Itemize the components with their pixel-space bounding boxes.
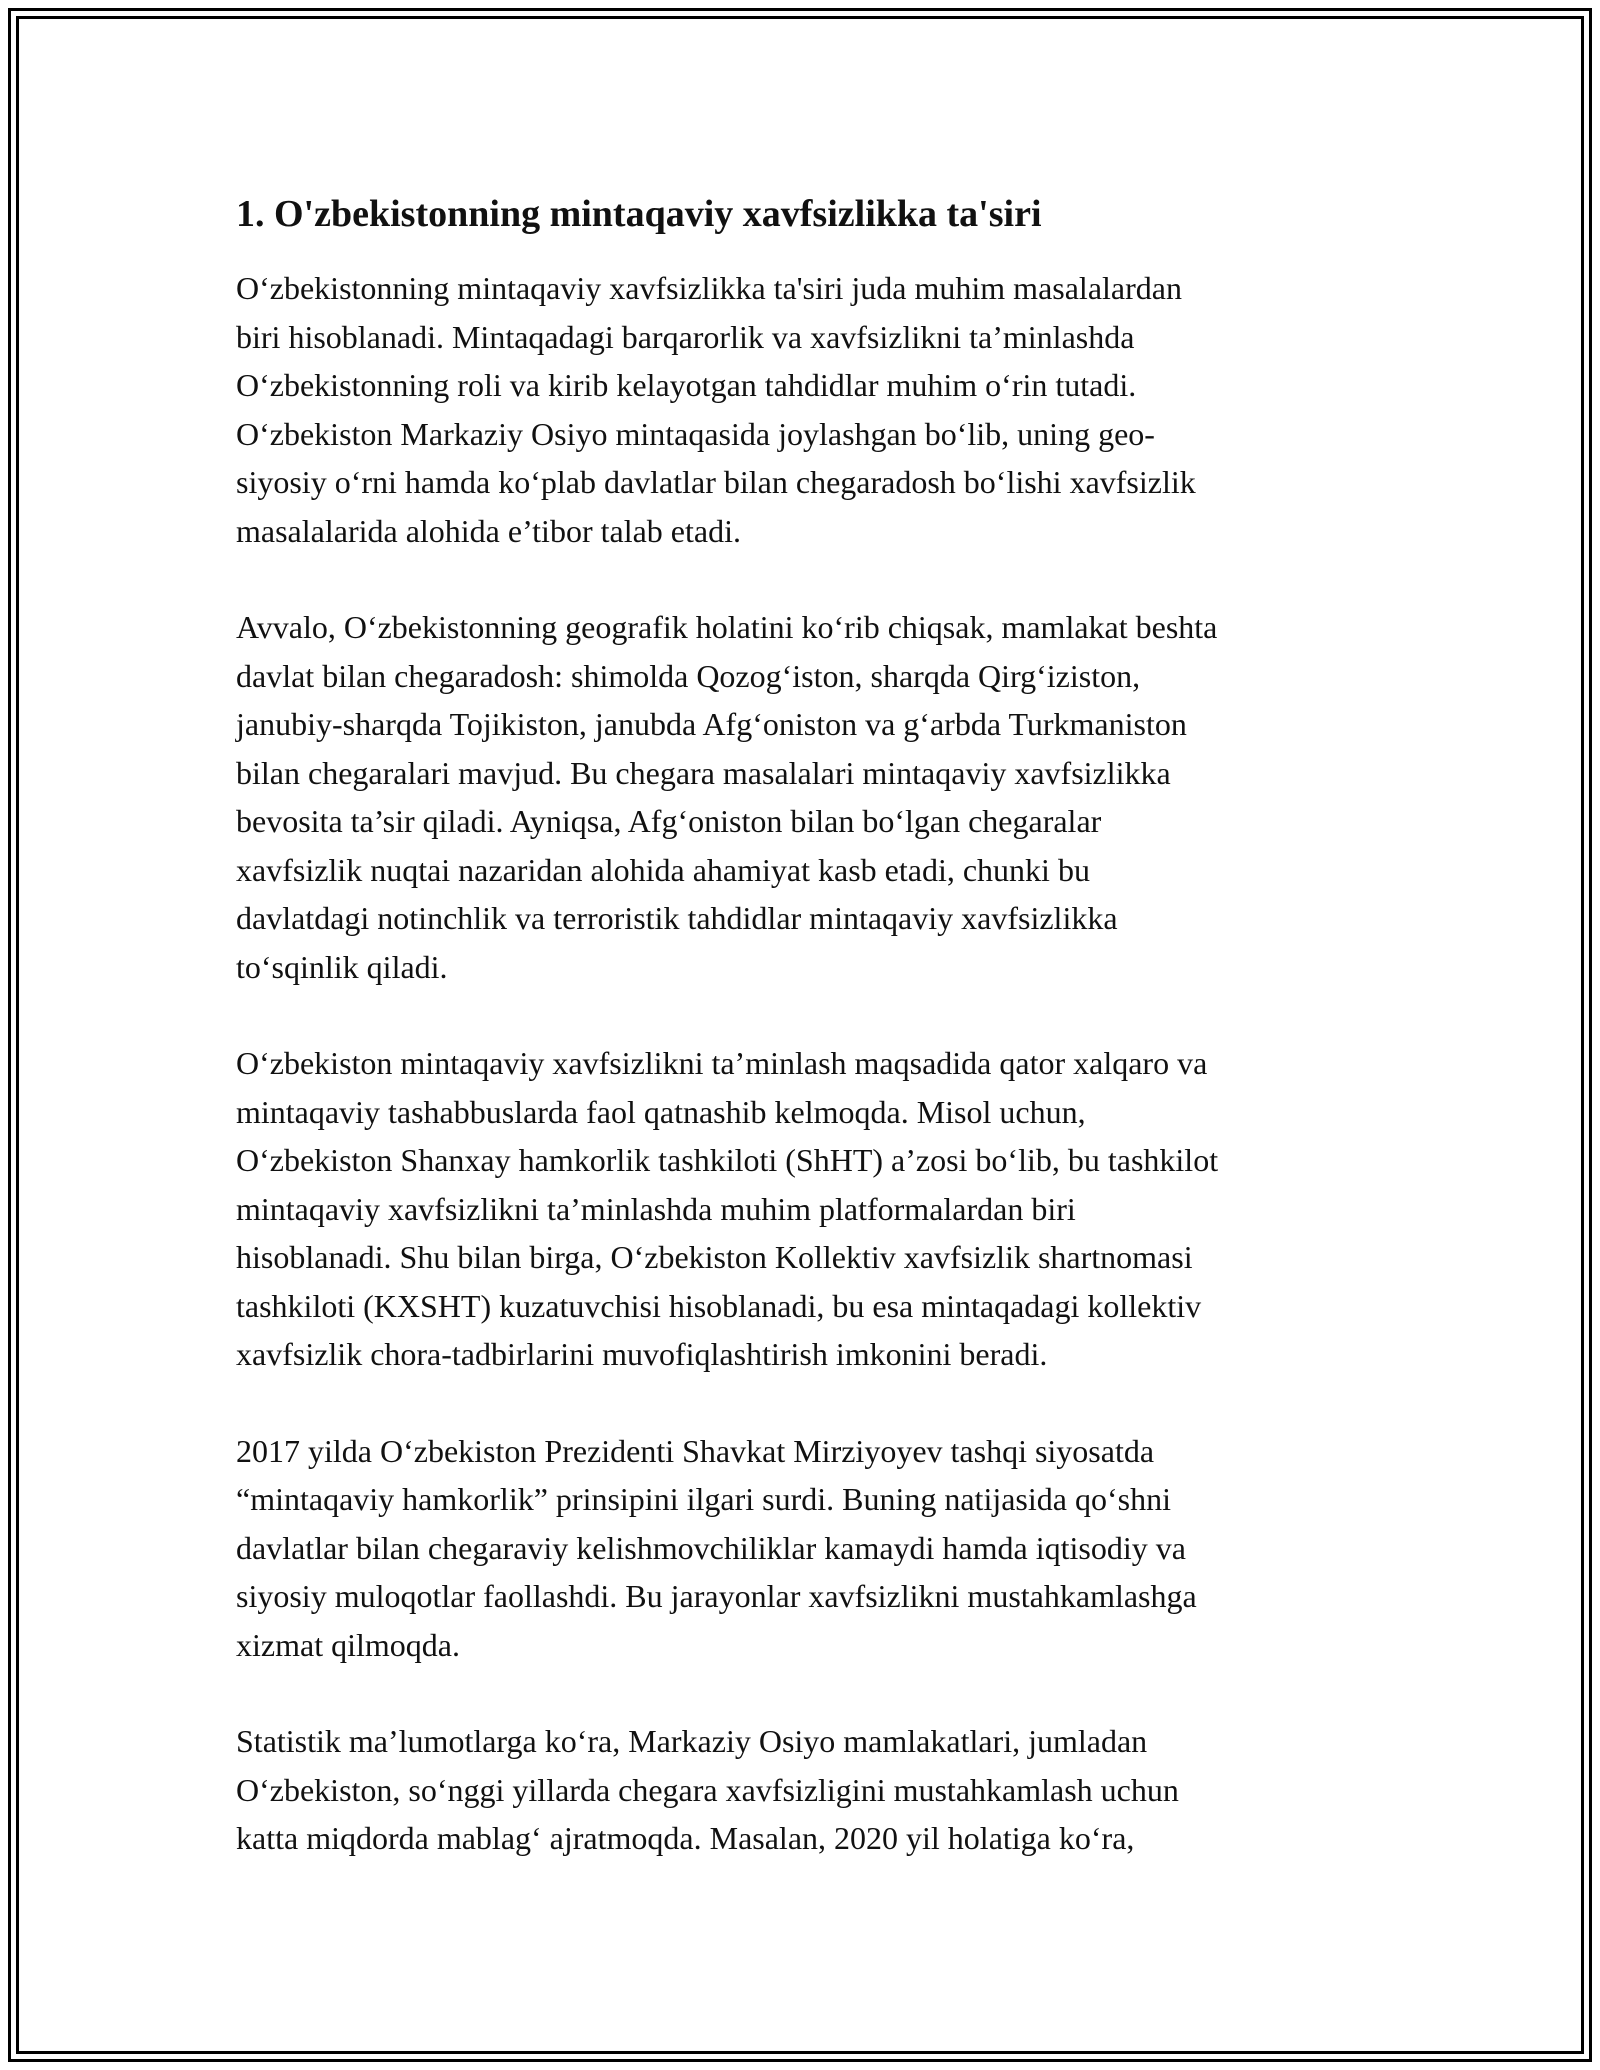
section-heading: 1. O'zbekistonning mintaqaviy xavfsizlikka ta'siri (236, 193, 1042, 235)
text-line: davlatlar bilan chegaraviy kelishmovchiliklar kamaydi hamda iqtisodiy va (236, 1529, 1186, 1566)
text-line: O‘zbekiston mintaqaviy xavfsizlikni ta’minlash maqsadida qator xalqaro va (236, 1045, 1208, 1081)
text-line: xavfsizlik chora-tadbirlarini muvofiqlashtirish imkonini beradi. (236, 1336, 1048, 1372)
paragraph (236, 264, 1376, 555)
paragraph (236, 1717, 1376, 1863)
text-line: xizmat qilmoqda. (236, 1626, 460, 1663)
text-line: Avvalo, O‘zbekistonning geografik holatini ko‘rib chiqsak, mamlakat beshta (236, 609, 1218, 645)
text-line: O‘zbekistonning mintaqaviy xavfsizlikka ta'siri juda muhim masalalardan (236, 270, 1182, 306)
text-line: masalalarida alohida e’tibor talab etadi. (236, 512, 741, 549)
text-line: davlatdagi notinchlik va terroristik tahdidlar mintaqaviy xavfsizlikka (236, 900, 1118, 936)
text-line: O‘zbekiston Shanxay hamkorlik tashkiloti (ShHT) a’zosi bo‘lib, bu tashkilot (236, 1142, 1219, 1178)
paragraphs-container (236, 264, 1376, 1863)
text-line: O‘zbekiston, so‘nggi yillarda chegara xavfsizligini mustahkamlash uchun (236, 1771, 1179, 1808)
text-line: xavfsizlik nuqtai nazaridan alohida ahamiyat kasb etadi, chunki bu (236, 851, 1090, 888)
text-line: Statistik ma’lumotlarga ko‘ra, Markaziy Osiyo mamlakatlari, jumladan (236, 1723, 1148, 1759)
text-line: bevosita ta’sir qiladi. Ayniqsa, Afg‘oniston bilan bo‘lgan chegaralar (236, 803, 1102, 839)
text-line: mintaqaviy xavfsizlikni ta’minlashda muhim platformalardan biri (236, 1190, 1076, 1227)
paragraph (236, 1427, 1376, 1670)
text-line: katta miqdorda mablag‘ ajratmoqda. Masalan, 2020 yil holatiga ko‘ra, (236, 1820, 1135, 1856)
paragraph (236, 1039, 1376, 1379)
text-line: bilan chegaralari mavjud. Bu chegara masalalari mintaqaviy xavfsizlikka (236, 754, 1171, 791)
text-line: O‘zbekiston Markaziy Osiyo mintaqasida joylashgan bo‘lib, uning geo- (236, 415, 1155, 452)
paragraph (236, 603, 1376, 991)
text-line: siyosiy muloqotlar faollashdi. Bu jarayonlar xavfsizlikni mustahkamlashga (236, 1578, 1197, 1614)
text-line: tashkiloti (KXSHT) kuzatuvchisi hisoblanadi, bu esa mintaqadagi kollektiv (236, 1287, 1202, 1324)
text-line: O‘zbekistonning roli va kirib kelayotgan tahdidlar muhim o‘rin tutadi. (236, 367, 1137, 403)
text-line: hisoblanadi. Shu bilan birga, O‘zbekiston Kollektiv xavfsizlik shartnomasi (236, 1239, 1193, 1275)
text-line: 2017 yilda O‘zbekiston Prezidenti Shavkat Mirziyoyev tashqi siyosatda (236, 1432, 1155, 1469)
text-line: “mintaqaviy hamkorlik” prinsipini ilgari surdi. Buning natijasida qo‘shni (236, 1481, 1171, 1517)
text-line: to‘sqinlik qiladi. (236, 948, 448, 985)
text-line: janubiy-sharqda Tojikiston, janubda Afg‘oniston va g‘arbda Turkmaniston (236, 706, 1187, 742)
text-line: biri hisoblanadi. Mintaqadagi barqarorlik va xavfsizlikni ta’minlashda (236, 318, 1135, 355)
text-line: davlat bilan chegaradosh: shimolda Qozog‘iston, sharqda Qirg‘iziston, (236, 657, 1141, 694)
text-line: siyosiy o‘rni hamda ko‘plab davlatlar bilan chegaradosh bo‘lishi xavfsizlik (236, 464, 1196, 500)
text-line: mintaqaviy tashabbuslarda faol qatnashib kelmoqda. Misol uchun, (236, 1093, 1086, 1130)
document-body (236, 186, 1376, 1911)
